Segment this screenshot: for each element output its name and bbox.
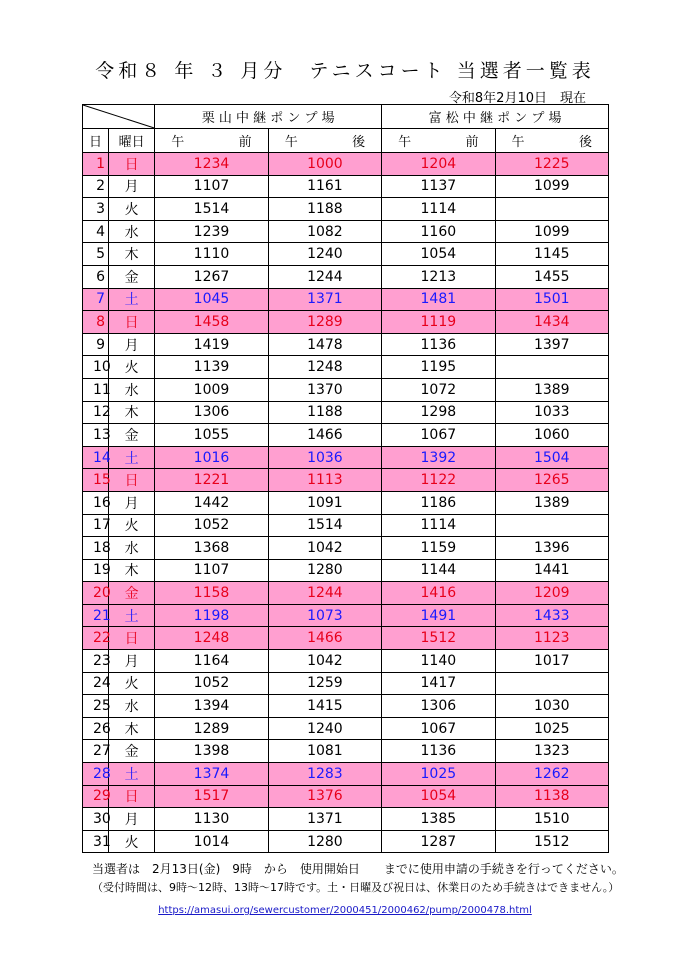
- kuriyama-am-cell: 1139: [155, 356, 268, 379]
- tomatsu-am-cell: 1481: [382, 288, 495, 311]
- kuriyama-pm-cell: 1082: [268, 220, 381, 243]
- kuriyama-am-cell: 1016: [155, 446, 268, 469]
- table-row: [83, 763, 609, 786]
- tomatsu-am-cell: 1054: [382, 243, 495, 266]
- day-cell: 19: [83, 559, 109, 582]
- tomatsu-pm-cell: [495, 514, 608, 537]
- day-cell: 31: [83, 830, 109, 853]
- table-row: [83, 808, 609, 831]
- tomatsu-pm-cell: 1433: [495, 604, 608, 627]
- weekday-cell: 木: [109, 559, 155, 582]
- table-row: [83, 785, 609, 808]
- kuriyama-pm-cell: 1371: [268, 288, 381, 311]
- tomatsu-am-cell: 1140: [382, 650, 495, 673]
- tomatsu-pm-cell: 1060: [495, 424, 608, 447]
- tomatsu-pm-cell: 1033: [495, 401, 608, 424]
- tomatsu-am-cell: 1144: [382, 559, 495, 582]
- weekday-cell: 火: [109, 830, 155, 853]
- kuriyama-am-cell: 1394: [155, 695, 268, 718]
- day-cell: 4: [83, 220, 109, 243]
- day-cell: 25: [83, 695, 109, 718]
- day-cell: 29: [83, 785, 109, 808]
- tomatsu-pm-cell: 1397: [495, 333, 608, 356]
- tomatsu-pm-cell: 1434: [495, 311, 608, 334]
- table-row: [83, 333, 609, 356]
- tomatsu-am-cell: 1067: [382, 424, 495, 447]
- weekday-cell: 土: [109, 604, 155, 627]
- tomatsu-pm-cell: 1323: [495, 740, 608, 763]
- table-row: [83, 198, 609, 221]
- tomatsu-pm-cell: [495, 198, 608, 221]
- kuriyama-pm-cell: 1073: [268, 604, 381, 627]
- tomatsu-pm-cell: 1504: [495, 446, 608, 469]
- tomatsu-am-cell: 1287: [382, 830, 495, 853]
- kuriyama-pm-cell: 1091: [268, 491, 381, 514]
- tomatsu-pm-cell: 1138: [495, 785, 608, 808]
- day-cell: 12: [83, 401, 109, 424]
- day-cell: 28: [83, 763, 109, 786]
- weekday-cell: 日: [109, 627, 155, 650]
- kuriyama-am-cell: 1164: [155, 650, 268, 673]
- kuriyama-am-cell: 1055: [155, 424, 268, 447]
- as-of-date: 令和8年2月10日 現在: [448, 91, 586, 106]
- tomatsu-pm-cell: 1512: [495, 830, 608, 853]
- table-row: [83, 243, 609, 266]
- kuriyama-am-cell: 1289: [155, 717, 268, 740]
- weekday-cell: 土: [109, 288, 155, 311]
- weekday-cell: 水: [109, 695, 155, 718]
- weekday-cell: 土: [109, 446, 155, 469]
- source-url-link[interactable]: https://amasui.org/sewercustomer/2000451/2000462/pump/2000478.html: [158, 905, 532, 916]
- table-row: [83, 311, 609, 334]
- kuriyama-am-cell: 1514: [155, 198, 268, 221]
- tomatsu-am-cell: 1298: [382, 401, 495, 424]
- kuriyama-am-cell: 1248: [155, 627, 268, 650]
- lottery-results-table: [82, 104, 609, 853]
- day-cell: 17: [83, 514, 109, 537]
- kuriyama-pm-cell: 1259: [268, 672, 381, 695]
- weekday-cell: 日: [109, 469, 155, 492]
- kuriyama-am-cell: 1130: [155, 808, 268, 831]
- application-note: 当選者は 2月13日(金) 9時 から 使用開始日 までに使用申請の手続きを行ってください。: [92, 862, 624, 876]
- kuriyama-am-cell: 1442: [155, 491, 268, 514]
- kuriyama-am-cell: 1234: [155, 153, 268, 176]
- tomatsu-am-cell: 1054: [382, 785, 495, 808]
- kuriyama-pm-cell: 1371: [268, 808, 381, 831]
- weekday-cell: 木: [109, 243, 155, 266]
- tomatsu-am-cell: 1213: [382, 265, 495, 288]
- kuriyama-am-cell: 1158: [155, 582, 268, 605]
- day-cell: 10: [83, 356, 109, 379]
- table-row: [83, 559, 609, 582]
- day-cell: 16: [83, 491, 109, 514]
- tomatsu-pm-cell: 1510: [495, 808, 608, 831]
- tomatsu-am-cell: 1385: [382, 808, 495, 831]
- kuriyama-am-cell: 1052: [155, 672, 268, 695]
- venue-kuriyama: 栗 山 中 継 ポ ン プ 場: [155, 105, 382, 129]
- tomatsu-pm-cell: 1455: [495, 265, 608, 288]
- table-body: [83, 153, 609, 853]
- tomatsu-pm-cell: 1030: [495, 695, 608, 718]
- kuriyama-pm-cell: 1248: [268, 356, 381, 379]
- weekday-cell: 月: [109, 491, 155, 514]
- weekday-cell: 水: [109, 220, 155, 243]
- tomatsu-am-cell: 1204: [382, 153, 495, 176]
- kuriyama-pm-cell: 1280: [268, 559, 381, 582]
- tomatsu-pm-cell: 1262: [495, 763, 608, 786]
- kuriyama-am-cell: 1398: [155, 740, 268, 763]
- table-row: [83, 446, 609, 469]
- table-row: [83, 356, 609, 379]
- weekday-cell: 火: [109, 356, 155, 379]
- kuriyama-pm-cell: 1000: [268, 153, 381, 176]
- tomatsu-pm-cell: 1389: [495, 491, 608, 514]
- day-cell: 23: [83, 650, 109, 673]
- kuriyama-am-cell: 1239: [155, 220, 268, 243]
- table-row: [83, 627, 609, 650]
- kuriyama-am-cell: 1107: [155, 559, 268, 582]
- table-row: [83, 469, 609, 492]
- table-row: [83, 288, 609, 311]
- venue-header-row: [83, 105, 609, 129]
- table-row: [83, 537, 609, 560]
- col-tomatsu-am: 午 前: [382, 129, 495, 153]
- table-row: [83, 717, 609, 740]
- col-kuriyama-am: 午 前: [155, 129, 268, 153]
- table-row: [83, 604, 609, 627]
- tomatsu-am-cell: 1491: [382, 604, 495, 627]
- kuriyama-am-cell: 1458: [155, 311, 268, 334]
- tomatsu-am-cell: 1392: [382, 446, 495, 469]
- kuriyama-am-cell: 1221: [155, 469, 268, 492]
- weekday-cell: 木: [109, 717, 155, 740]
- table-row: [83, 424, 609, 447]
- day-cell: 20: [83, 582, 109, 605]
- table-row: [83, 491, 609, 514]
- weekday-cell: 水: [109, 378, 155, 401]
- weekday-cell: 土: [109, 763, 155, 786]
- col-weekday-header: 曜日: [109, 129, 155, 153]
- table-row: [83, 650, 609, 673]
- kuriyama-pm-cell: 1188: [268, 401, 381, 424]
- kuriyama-am-cell: 1419: [155, 333, 268, 356]
- weekday-cell: 火: [109, 198, 155, 221]
- kuriyama-pm-cell: 1376: [268, 785, 381, 808]
- kuriyama-am-cell: 1198: [155, 604, 268, 627]
- day-cell: 14: [83, 446, 109, 469]
- kuriyama-pm-cell: 1081: [268, 740, 381, 763]
- tomatsu-am-cell: 1159: [382, 537, 495, 560]
- weekday-cell: 金: [109, 582, 155, 605]
- day-cell: 13: [83, 424, 109, 447]
- day-cell: 9: [83, 333, 109, 356]
- kuriyama-pm-cell: 1280: [268, 830, 381, 853]
- tomatsu-am-cell: 1072: [382, 378, 495, 401]
- kuriyama-pm-cell: 1240: [268, 243, 381, 266]
- day-cell: 21: [83, 604, 109, 627]
- kuriyama-am-cell: 1110: [155, 243, 268, 266]
- tomatsu-pm-cell: 1225: [495, 153, 608, 176]
- kuriyama-pm-cell: 1042: [268, 650, 381, 673]
- page-title: 令和８ 年 ３ 月分 テニスコート 当選者一覧表: [95, 60, 595, 82]
- day-cell: 7: [83, 288, 109, 311]
- kuriyama-am-cell: 1052: [155, 514, 268, 537]
- kuriyama-am-cell: 1306: [155, 401, 268, 424]
- weekday-cell: 月: [109, 333, 155, 356]
- diagonal-line: [83, 105, 154, 128]
- weekday-cell: 日: [109, 153, 155, 176]
- day-cell: 15: [83, 469, 109, 492]
- weekday-cell: 金: [109, 265, 155, 288]
- kuriyama-am-cell: 1014: [155, 830, 268, 853]
- tomatsu-am-cell: 1119: [382, 311, 495, 334]
- kuriyama-pm-cell: 1042: [268, 537, 381, 560]
- kuriyama-pm-cell: 1466: [268, 627, 381, 650]
- kuriyama-am-cell: 1368: [155, 537, 268, 560]
- tomatsu-am-cell: 1306: [382, 695, 495, 718]
- kuriyama-am-cell: 1045: [155, 288, 268, 311]
- table-row: [83, 175, 609, 198]
- tomatsu-pm-cell: 1396: [495, 537, 608, 560]
- tomatsu-am-cell: 1512: [382, 627, 495, 650]
- col-kuriyama-pm: 午 後: [268, 129, 381, 153]
- hours-note: （受付時間は、9時～12時、13時～17時です。土・日曜及び祝日は、休業日のため手続きはできません。）: [92, 881, 620, 894]
- tomatsu-am-cell: 1186: [382, 491, 495, 514]
- day-cell: 30: [83, 808, 109, 831]
- table-row: [83, 153, 609, 176]
- weekday-cell: 金: [109, 740, 155, 763]
- tomatsu-pm-cell: 1441: [495, 559, 608, 582]
- table-row: [83, 265, 609, 288]
- table-row: [83, 672, 609, 695]
- kuriyama-pm-cell: 1283: [268, 763, 381, 786]
- tomatsu-pm-cell: 1025: [495, 717, 608, 740]
- kuriyama-pm-cell: 1478: [268, 333, 381, 356]
- weekday-cell: 火: [109, 672, 155, 695]
- tomatsu-pm-cell: 1389: [495, 378, 608, 401]
- kuriyama-pm-cell: 1244: [268, 265, 381, 288]
- tomatsu-am-cell: 1114: [382, 198, 495, 221]
- weekday-cell: 金: [109, 424, 155, 447]
- day-cell: 8: [83, 311, 109, 334]
- tomatsu-pm-cell: 1099: [495, 175, 608, 198]
- day-cell: 26: [83, 717, 109, 740]
- kuriyama-pm-cell: 1514: [268, 514, 381, 537]
- day-cell: 27: [83, 740, 109, 763]
- kuriyama-pm-cell: 1036: [268, 446, 381, 469]
- table-row: [83, 378, 609, 401]
- table-row: [83, 514, 609, 537]
- weekday-cell: 木: [109, 401, 155, 424]
- day-cell: 18: [83, 537, 109, 560]
- tomatsu-pm-cell: 1265: [495, 469, 608, 492]
- kuriyama-pm-cell: 1240: [268, 717, 381, 740]
- tomatsu-am-cell: 1137: [382, 175, 495, 198]
- col-day-header: 日: [83, 129, 109, 153]
- tomatsu-am-cell: 1025: [382, 763, 495, 786]
- diagonal-corner-cell: [83, 105, 155, 129]
- kuriyama-pm-cell: 1161: [268, 175, 381, 198]
- table-row: [83, 220, 609, 243]
- weekday-cell: 日: [109, 311, 155, 334]
- kuriyama-pm-cell: 1466: [268, 424, 381, 447]
- kuriyama-pm-cell: 1244: [268, 582, 381, 605]
- day-cell: 2: [83, 175, 109, 198]
- weekday-cell: 月: [109, 650, 155, 673]
- weekday-cell: 火: [109, 514, 155, 537]
- day-cell: 3: [83, 198, 109, 221]
- tomatsu-pm-cell: [495, 672, 608, 695]
- table-row: [83, 695, 609, 718]
- day-cell: 22: [83, 627, 109, 650]
- kuriyama-am-cell: 1107: [155, 175, 268, 198]
- kuriyama-am-cell: 1374: [155, 763, 268, 786]
- tomatsu-pm-cell: 1145: [495, 243, 608, 266]
- kuriyama-pm-cell: 1113: [268, 469, 381, 492]
- tomatsu-am-cell: 1417: [382, 672, 495, 695]
- table-row: [83, 401, 609, 424]
- tomatsu-am-cell: 1067: [382, 717, 495, 740]
- tomatsu-am-cell: 1416: [382, 582, 495, 605]
- tomatsu-pm-cell: 1099: [495, 220, 608, 243]
- weekday-cell: 月: [109, 808, 155, 831]
- kuriyama-pm-cell: 1188: [268, 198, 381, 221]
- table-row: [83, 582, 609, 605]
- kuriyama-pm-cell: 1370: [268, 378, 381, 401]
- weekday-cell: 日: [109, 785, 155, 808]
- tomatsu-pm-cell: 1123: [495, 627, 608, 650]
- tomatsu-am-cell: 1136: [382, 333, 495, 356]
- day-cell: 5: [83, 243, 109, 266]
- tomatsu-am-cell: 1136: [382, 740, 495, 763]
- day-cell: 1: [83, 153, 109, 176]
- table-row: [83, 830, 609, 853]
- tomatsu-am-cell: 1114: [382, 514, 495, 537]
- table-row: [83, 740, 609, 763]
- venue-tomatsu: 富 松 中 継 ポ ン プ 場: [382, 105, 609, 129]
- kuriyama-pm-cell: 1415: [268, 695, 381, 718]
- kuriyama-pm-cell: 1289: [268, 311, 381, 334]
- day-cell: 11: [83, 378, 109, 401]
- day-cell: 6: [83, 265, 109, 288]
- kuriyama-am-cell: 1267: [155, 265, 268, 288]
- tomatsu-pm-cell: [495, 356, 608, 379]
- kuriyama-am-cell: 1009: [155, 378, 268, 401]
- tomatsu-pm-cell: 1017: [495, 650, 608, 673]
- tomatsu-am-cell: 1195: [382, 356, 495, 379]
- column-header-row: [83, 129, 609, 153]
- tomatsu-am-cell: 1160: [382, 220, 495, 243]
- day-cell: 24: [83, 672, 109, 695]
- tomatsu-pm-cell: 1501: [495, 288, 608, 311]
- weekday-cell: 月: [109, 175, 155, 198]
- col-tomatsu-pm: 午 後: [495, 129, 608, 153]
- tomatsu-pm-cell: 1209: [495, 582, 608, 605]
- kuriyama-am-cell: 1517: [155, 785, 268, 808]
- tomatsu-am-cell: 1122: [382, 469, 495, 492]
- weekday-cell: 水: [109, 537, 155, 560]
